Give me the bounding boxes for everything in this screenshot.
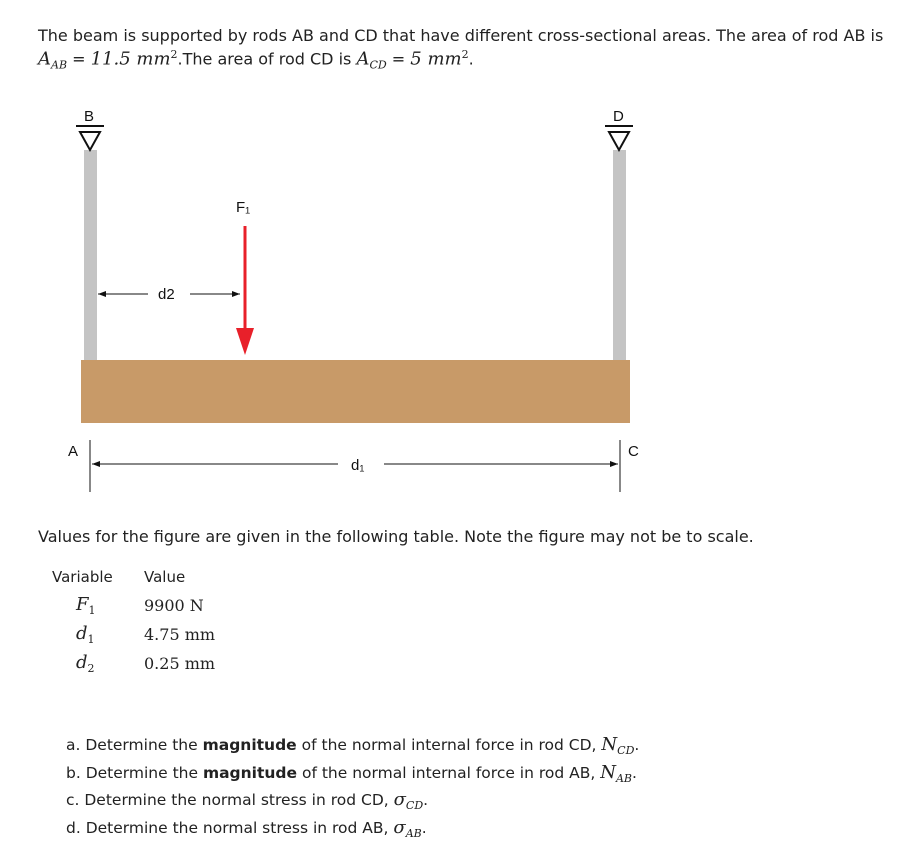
qc-end: .	[423, 791, 429, 810]
rod-cd	[613, 150, 626, 362]
value-cell: 0.25 mm	[144, 654, 216, 673]
qb-symbol: N	[600, 761, 616, 783]
var-symbol: d	[76, 622, 88, 644]
qb-post: of the normal internal force in rod AB,	[297, 763, 601, 782]
table-header-row	[52, 562, 215, 591]
var-cell	[52, 649, 144, 678]
var-subscript: 2	[87, 662, 95, 676]
qc-subscript: CD	[405, 799, 424, 813]
var-symbol: d	[76, 651, 88, 673]
question-c	[66, 789, 639, 817]
label-a: A	[68, 443, 79, 460]
question-b	[66, 762, 639, 790]
var-cell	[52, 591, 144, 620]
qd-subscript: AB	[405, 826, 422, 840]
qa-symbol: N	[601, 734, 618, 755]
var-cell	[52, 620, 144, 649]
aab-equals: =	[67, 49, 91, 69]
qb-end: .	[632, 763, 637, 782]
qb-bold: magnitude	[202, 763, 298, 782]
qa-pre: a. Determine the	[66, 736, 203, 754]
qc-symbol: σ	[393, 789, 406, 811]
acd-symbol: A	[356, 48, 370, 70]
pin-support-b-icon	[76, 126, 104, 150]
table-row	[52, 649, 215, 678]
figure-note: Values for the figure are given in the following table. Note the figure may not be to scale.	[38, 527, 754, 546]
acd-value: 5 mm	[410, 48, 462, 70]
acd-exponent: 2	[461, 48, 469, 61]
var-subscript: 1	[88, 604, 96, 618]
aab-exponent: 2	[170, 48, 178, 61]
qd-pre: d. Determine the normal stress in rod AB,	[66, 818, 394, 837]
label-c: C	[628, 443, 639, 460]
label-f1: F₁	[236, 199, 251, 216]
table-row	[52, 620, 215, 649]
intro-end: .	[468, 49, 474, 69]
values-table	[52, 562, 215, 678]
qc-pre: c. Determine the normal stress in rod CD,	[66, 791, 394, 810]
question-d	[66, 817, 639, 844]
intro-line-1: The beam is supported by rods AB and CD that have different cross-sectional areas. The area of rod AB is	[38, 26, 884, 45]
pin-support-d-icon	[605, 126, 633, 150]
label-d1: d₁	[351, 457, 365, 474]
intro-mid-text: .The area of rod CD is	[177, 49, 357, 69]
rod-ab	[84, 150, 97, 362]
var-subscript: 1	[87, 633, 95, 647]
label-d: D	[613, 108, 624, 125]
qb-pre: b. Determine the	[66, 763, 203, 782]
label-b: B	[84, 108, 95, 125]
aab-symbol: A	[38, 48, 51, 70]
header-value: Value	[144, 567, 186, 586]
header-variable: Variable	[52, 567, 113, 586]
acd-equals: =	[386, 49, 411, 69]
beam	[81, 360, 630, 423]
qa-end: .	[634, 736, 640, 754]
label-d2: d2	[158, 286, 175, 303]
qa-bold: magnitude	[202, 736, 297, 754]
value-cell: 9900 N	[144, 596, 204, 615]
table-row	[52, 591, 215, 620]
question-a	[66, 734, 639, 762]
qd-end: .	[421, 818, 427, 837]
qb-subscript: AB	[615, 771, 633, 785]
var-symbol: F	[76, 593, 89, 615]
acd-subscript: CD	[369, 58, 387, 72]
aab-subscript: AB	[51, 58, 68, 72]
qa-subscript: CD	[617, 744, 635, 758]
qd-symbol: σ	[393, 816, 406, 838]
qa-post: of the normal internal force in rod CD,	[296, 736, 602, 754]
value-cell: 4.75 mm	[144, 625, 216, 644]
aab-value: 11.5 mm	[90, 48, 171, 70]
force-arrow-head	[236, 328, 254, 355]
